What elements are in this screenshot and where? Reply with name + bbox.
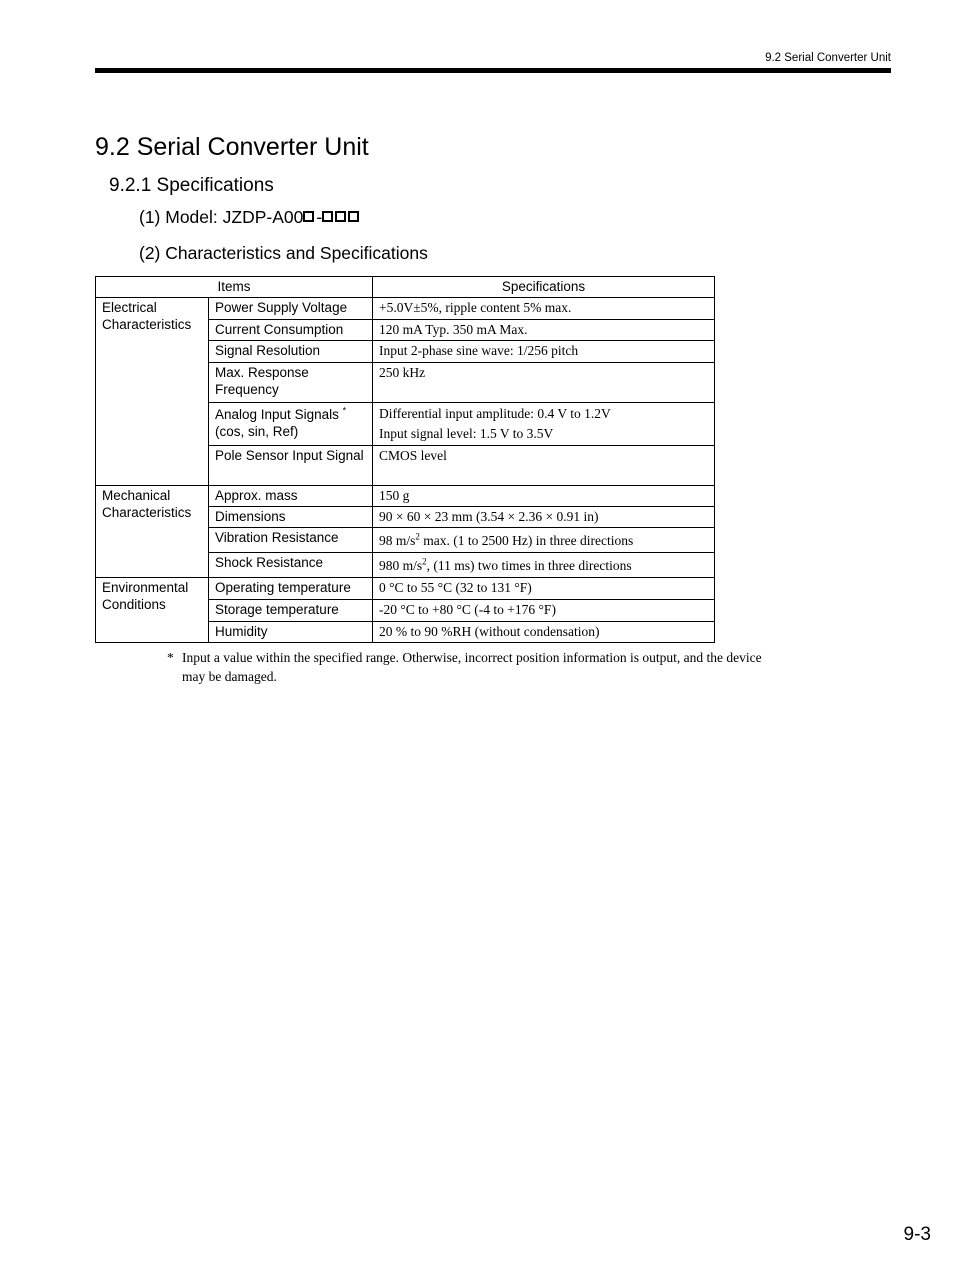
vib-value-sup: 2 [415,531,420,542]
item-power-supply-voltage: Power Supply Voltage [209,298,373,320]
header-specifications: Specifications [373,277,715,298]
analog-value-amplitude: Differential input amplitude: 0.4 V to 1.2V [379,406,611,421]
item-current-consumption: Current Consumption [209,320,373,341]
value-signal-resolution: Input 2-phase sine wave: 1/256 pitch [373,341,715,363]
analog-item-label: Analog Input Signals [215,407,339,422]
value-max-response-frequency: 250 kHz [373,363,715,403]
table-row [96,298,715,320]
placeholder-box-icon [322,211,333,222]
section-title: 9.2 Serial Converter Unit [95,133,369,161]
page-number: 9-3 [903,1224,931,1245]
subsection-title: 9.2.1 Specifications [109,175,274,196]
vib-value-post: max. (1 to 2500 Hz) in three directions [419,533,634,548]
category-mechanical: Mechanical Characteristics [96,486,209,578]
category-environmental: Environmental Conditions [96,578,209,643]
model-heading [139,207,361,228]
value-current-consumption: 120 mA Typ. 350 mA Max. [373,320,715,341]
item-dimensions: Dimensions [209,507,373,528]
shock-value-post: , (11 ms) two times in three directions [426,558,632,573]
vib-value-pre: 98 m/s [379,533,416,548]
item-operating-temperature: Operating temperature [209,578,373,600]
item-vibration-resistance: Vibration Resistance [209,528,373,553]
value-analog-input-signals [373,403,715,446]
item-max-response-frequency: Max. Response Frequency [209,363,373,403]
characteristics-heading: (2) Characteristics and Specifications [139,243,428,263]
value-shock-resistance [373,553,715,578]
footnote-text: Input a value within the specified range. Otherwise, incorrect position information is output, and the device may be damaged. [182,650,762,684]
footnote-mark: * [167,650,174,665]
value-humidity: 20 % to 90 %RH (without condensation) [373,622,715,643]
value-vibration-resistance [373,528,715,553]
item-shock-resistance: Shock Resistance [209,553,373,578]
value-storage-temperature: -20 °C to +80 °C (-4 to +176 °F) [373,600,715,622]
analog-item-sub: (cos, sin, Ref) [215,424,299,439]
footnote [167,648,787,686]
specifications-table [95,276,715,643]
item-analog-input-signals [209,403,373,446]
model-separator: - [316,207,323,227]
value-power-supply-voltage: +5.0V±5%, ripple content 5% max. [373,298,715,320]
value-operating-temperature: 0 °C to 55 °C (32 to 131 °F) [373,578,715,600]
model-prefix: (1) Model: JZDP-A00 [139,207,304,227]
item-humidity: Humidity [209,622,373,643]
footnote-mark: * [342,405,347,416]
item-approx-mass: Approx. mass [209,486,373,507]
category-electrical: Electrical Characteristics [96,298,209,486]
value-pole-sensor-input-signal: CMOS level [373,446,715,486]
shock-value-pre: 980 m/s [379,558,423,573]
analog-value-level: Input signal level: 1.5 V to 3.5V [379,426,554,441]
table-header-row [96,277,715,298]
header-rule [95,68,891,73]
header-items: Items [96,277,373,298]
value-dimensions: 90 × 60 × 23 mm (3.54 × 2.36 × 0.91 in) [373,507,715,528]
shock-value-sup: 2 [422,556,427,567]
placeholder-box-icon [335,211,346,222]
placeholder-box-icon [348,211,359,222]
item-signal-resolution: Signal Resolution [209,341,373,363]
running-head: 9.2 Serial Converter Unit [765,52,891,64]
placeholder-box-icon [303,211,314,222]
table-row [96,486,715,507]
value-approx-mass: 150 g [373,486,715,507]
item-pole-sensor-input-signal: Pole Sensor Input Signal [209,446,373,486]
table-row [96,578,715,600]
item-storage-temperature: Storage temperature [209,600,373,622]
